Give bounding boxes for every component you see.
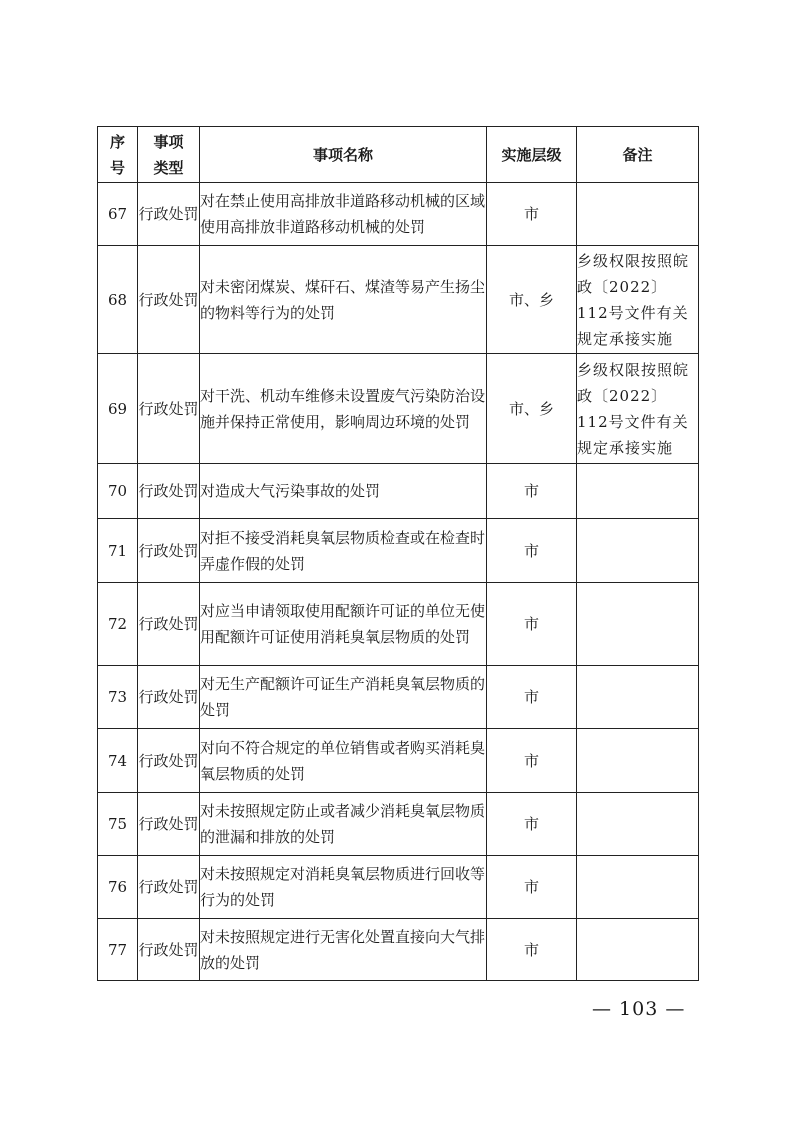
row-type: 行政处罚 bbox=[138, 793, 200, 856]
row-number: 72 bbox=[98, 583, 138, 666]
row-level: 市 bbox=[487, 519, 577, 583]
row-type: 行政处罚 bbox=[138, 183, 200, 246]
row-name: 对干洗、机动车维修未设置废气污染防治设施并保持正常使用，影响周边环境的处罚 bbox=[200, 354, 487, 464]
table-row bbox=[98, 354, 699, 464]
row-level: 市 bbox=[487, 856, 577, 919]
header-type: 事项类型 bbox=[138, 127, 200, 183]
row-note: 乡级权限按照皖政〔2022〕112号文件有关规定承接实施 bbox=[577, 246, 699, 354]
row-number: 77 bbox=[98, 919, 138, 981]
table-row bbox=[98, 729, 699, 793]
row-type: 行政处罚 bbox=[138, 246, 200, 354]
row-level: 市、乡 bbox=[487, 354, 577, 464]
row-name: 对拒不接受消耗臭氧层物质检查或在检查时弄虚作假的处罚 bbox=[200, 519, 487, 583]
row-name: 对未按照规定防止或者减少消耗臭氧层物质的泄漏和排放的处罚 bbox=[200, 793, 487, 856]
row-note bbox=[577, 519, 699, 583]
row-note: 乡级权限按照皖政〔2022〕112号文件有关规定承接实施 bbox=[577, 354, 699, 464]
row-name: 对造成大气污染事故的处罚 bbox=[200, 464, 487, 519]
row-level: 市 bbox=[487, 583, 577, 666]
row-name: 对未按照规定进行无害化处置直接向大气排放的处罚 bbox=[200, 919, 487, 981]
row-level: 市 bbox=[487, 919, 577, 981]
row-name: 对未密闭煤炭、煤矸石、煤渣等易产生扬尘的物料等行为的处罚 bbox=[200, 246, 487, 354]
row-level: 市、乡 bbox=[487, 246, 577, 354]
row-note bbox=[577, 464, 699, 519]
table-row bbox=[98, 919, 699, 981]
row-level: 市 bbox=[487, 793, 577, 856]
row-level: 市 bbox=[487, 464, 577, 519]
table-row bbox=[98, 666, 699, 729]
row-type: 行政处罚 bbox=[138, 354, 200, 464]
row-number: 71 bbox=[98, 519, 138, 583]
row-number: 67 bbox=[98, 183, 138, 246]
row-name: 对无生产配额许可证生产消耗臭氧层物质的处罚 bbox=[200, 666, 487, 729]
row-name: 对未按照规定对消耗臭氧层物质进行回收等行为的处罚 bbox=[200, 856, 487, 919]
row-note bbox=[577, 919, 699, 981]
header-note: 备注 bbox=[577, 127, 699, 183]
row-type: 行政处罚 bbox=[138, 464, 200, 519]
row-level: 市 bbox=[487, 666, 577, 729]
row-number: 69 bbox=[98, 354, 138, 464]
row-level: 市 bbox=[487, 729, 577, 793]
table-row bbox=[98, 246, 699, 354]
row-type: 行政处罚 bbox=[138, 519, 200, 583]
table-header-row bbox=[98, 127, 699, 183]
row-name: 对应当申请领取使用配额许可证的单位无使用配额许可证使用消耗臭氧层物质的处罚 bbox=[200, 583, 487, 666]
row-note bbox=[577, 793, 699, 856]
row-type: 行政处罚 bbox=[138, 666, 200, 729]
row-number: 76 bbox=[98, 856, 138, 919]
row-number: 70 bbox=[98, 464, 138, 519]
row-name: 对在禁止使用高排放非道路移动机械的区域使用高排放非道路移动机械的处罚 bbox=[200, 183, 487, 246]
row-note bbox=[577, 666, 699, 729]
row-number: 75 bbox=[98, 793, 138, 856]
row-note bbox=[577, 729, 699, 793]
row-note bbox=[577, 183, 699, 246]
row-level: 市 bbox=[487, 183, 577, 246]
table-row bbox=[98, 183, 699, 246]
header-no: 序号 bbox=[98, 127, 138, 183]
header-level: 实施层级 bbox=[487, 127, 577, 183]
table-row bbox=[98, 583, 699, 666]
table-row bbox=[98, 464, 699, 519]
row-type: 行政处罚 bbox=[138, 729, 200, 793]
row-name: 对向不符合规定的单位销售或者购买消耗臭氧层物质的处罚 bbox=[200, 729, 487, 793]
row-number: 68 bbox=[98, 246, 138, 354]
row-type: 行政处罚 bbox=[138, 919, 200, 981]
page-number: — 103 — bbox=[592, 998, 686, 1020]
table-row bbox=[98, 793, 699, 856]
header-name: 事项名称 bbox=[200, 127, 487, 183]
row-type: 行政处罚 bbox=[138, 583, 200, 666]
row-type: 行政处罚 bbox=[138, 856, 200, 919]
row-note bbox=[577, 583, 699, 666]
table-row bbox=[98, 856, 699, 919]
row-note bbox=[577, 856, 699, 919]
row-number: 74 bbox=[98, 729, 138, 793]
row-number: 73 bbox=[98, 666, 138, 729]
table-row bbox=[98, 519, 699, 583]
administrative-matters-table bbox=[97, 126, 699, 981]
